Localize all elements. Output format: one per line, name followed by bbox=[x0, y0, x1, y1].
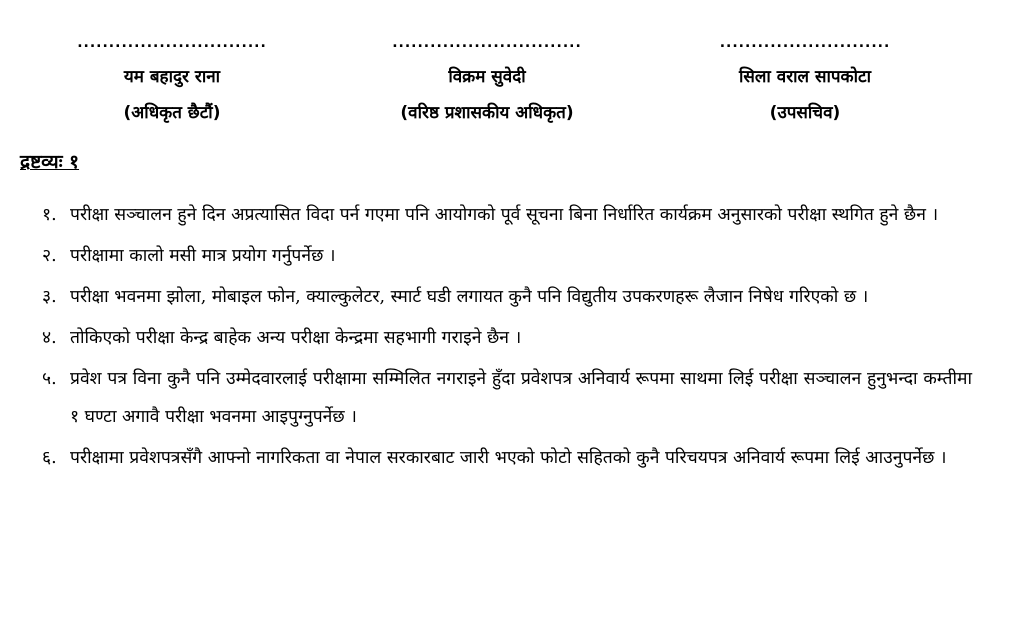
list-item bbox=[42, 237, 972, 275]
item-number: ६. bbox=[42, 448, 57, 468]
item-text: परीक्षामा प्रवेशपत्रसँगै आफ्नो नागरिकता वा नेपाल सरकारबाट जारी भएको फोटो सहितको कुनै परिचयपत्र अनिवार्य रूपमा लिई आउनुपर्नेछ । bbox=[70, 448, 947, 468]
signature-line: .............................. bbox=[392, 35, 582, 51]
signatory-title: (अधिकृत छैटौं) bbox=[123, 103, 221, 123]
signatory-name: विक्रम सुवेदी bbox=[448, 67, 526, 87]
signatory-title: (उपसचिव) bbox=[769, 103, 841, 123]
list-item bbox=[42, 360, 972, 436]
notes-list bbox=[42, 196, 972, 480]
list-item bbox=[42, 319, 972, 357]
signatory-name: यम बहादुर राना bbox=[123, 67, 221, 87]
item-text: तोकिएको परीक्षा केन्द्र बाहेक अन्य परीक्षा केन्द्रमा सहभागी गराइने छैन । bbox=[70, 328, 522, 348]
item-number: ३. bbox=[42, 287, 57, 307]
signatory-2 bbox=[337, 34, 637, 124]
list-item bbox=[42, 196, 972, 234]
item-number: ४. bbox=[42, 328, 57, 348]
item-text: परीक्षामा कालो मसी मात्र प्रयोग गर्नुपर्नेछ । bbox=[70, 246, 336, 266]
item-text: प्रवेश पत्र विना कुनै पनि उम्मेदवारलाई परीक्षामा सम्मिलित नगराइने हुँदा प्रवेशपत्र अनिवार्य रूपमा साथमा लिई परीक्षा सञ्चालन हुनुभन्दा कम्तीमा १ घण्टा अगावै परीक्षा भवनमा आइपुग्नुपर्नेछ । bbox=[70, 369, 972, 427]
list-item bbox=[42, 439, 972, 477]
signatory-1 bbox=[22, 34, 322, 124]
list-item bbox=[42, 278, 972, 316]
item-text: परीक्षा भवनमा झोला, मोबाइल फोन, क्याल्कुलेटर, स्मार्ट घडी लगायत कुनै पनि विद्युतीय उपकरणहरू लैजान निषेध गरिएको छ । bbox=[70, 287, 869, 307]
note-heading: द्रष्टव्यः १ bbox=[20, 151, 80, 173]
signatory-title: (वरिष्ठ प्रशासकीय अधिकृत) bbox=[400, 103, 574, 123]
item-number: ५. bbox=[42, 369, 57, 389]
signature-line: .............................. bbox=[77, 35, 267, 51]
item-number: २. bbox=[42, 246, 57, 266]
item-number: १. bbox=[42, 205, 57, 225]
item-text: परीक्षा सञ्चालन हुने दिन अप्रत्यासित विदा पर्न गएमा पनि आयोगको पूर्व सूचना बिना निर्धारित कार्यक्रम अनुसारको परीक्षा स्थगित हुने छैन । bbox=[70, 205, 939, 225]
signature-line: ........................... bbox=[719, 35, 891, 51]
signatory-3 bbox=[655, 34, 955, 124]
signatory-name: सिला वराल सापकोटा bbox=[739, 67, 871, 87]
